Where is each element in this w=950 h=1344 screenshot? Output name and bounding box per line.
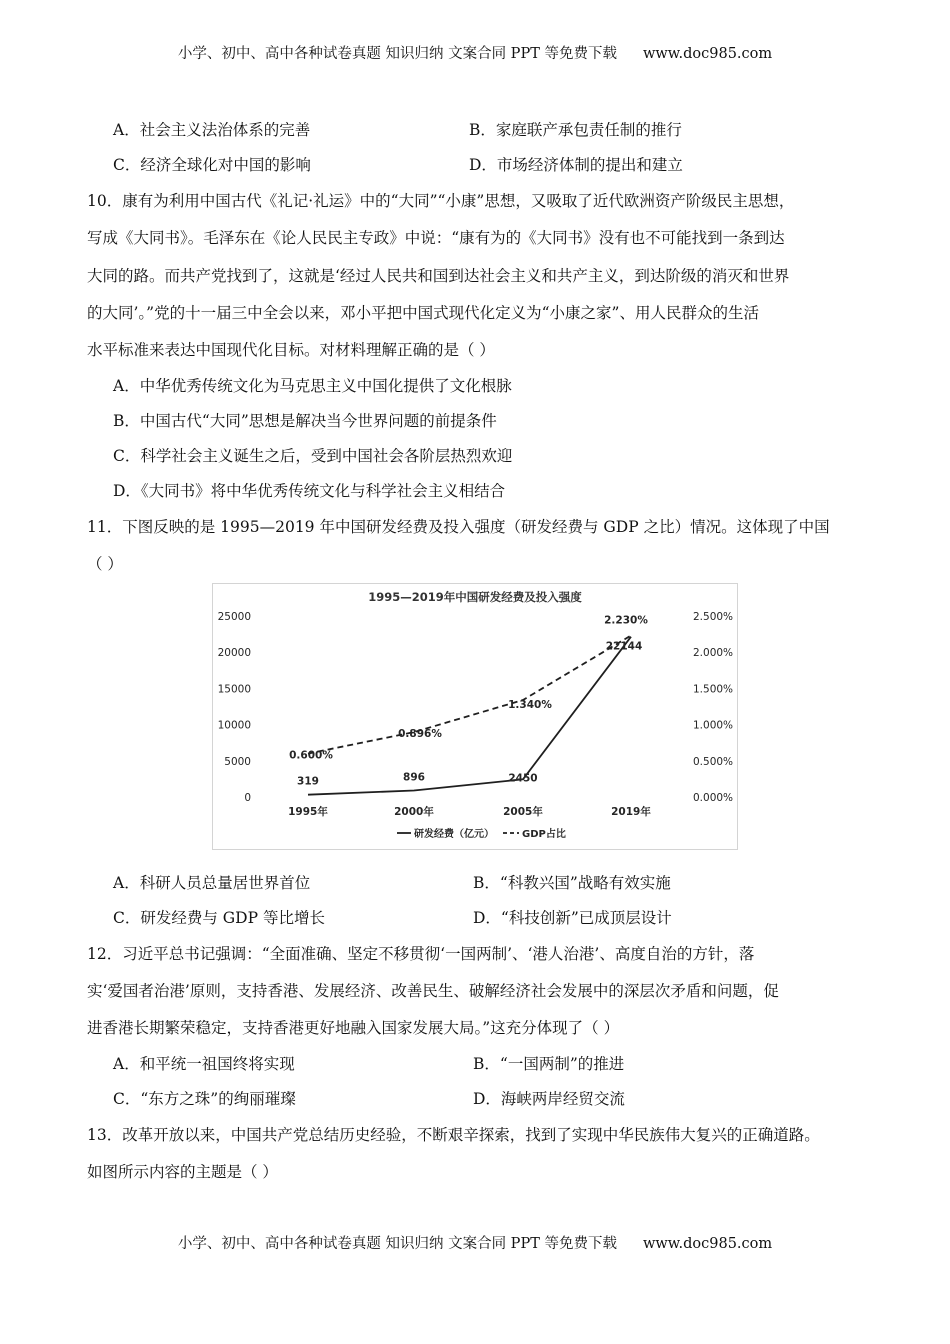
page-header: [0, 42, 950, 63]
q10-option-a[interactable]: A．中华优秀传统文化为马克思主义中国化提供了文化根脉: [113, 377, 512, 395]
q12-stem-line: 实‘爱国者治港’原则，支持香港、发展经济、改善民生、破解经济社会发展中的深层次矛盾和问题，促: [87, 982, 779, 1000]
q10-option-d[interactable]: D．《大同书》将中华优秀传统文化与科学社会主义相结合: [113, 482, 506, 500]
q12-option-c[interactable]: C．“东方之珠”的绚丽璀璨: [113, 1090, 296, 1108]
q10-stem-line: 10．康有为利用中国古代《礼记·礼运》中的“大同”“小康”思想，又吸取了近代欧洲资产阶级民主思想，: [87, 192, 795, 210]
y-right-tick-label: 1.500%: [693, 683, 734, 696]
x-tick-label: 2000年: [394, 806, 434, 818]
header-text: 小学、初中、高中各种试卷真题 知识归纳 文案合同 PPT 等免费下载: [177, 46, 617, 62]
y-left-tick-label: 5000: [224, 755, 251, 768]
q10-stem-line: 写成《大同书》。毛泽东在《论人民民主专政》中说：“康有为的《大同书》没有也不可能找到一条到达: [87, 229, 785, 247]
rd-chart: [212, 583, 738, 850]
chart-title: 1995—2019年中国研发经费及投入强度: [368, 590, 582, 604]
data-label-rd: 2450: [508, 772, 538, 785]
q12-stem-line: 12．习近平总书记强调：“全面准确、坚定不移贯彻‘一国两制’、‘港人治港’、高度自治的方针，落: [87, 945, 755, 963]
q10-stem-line: 大同的路。而共产党找到了，这就是‘经过人民共和国到达社会主义和共产主义，到达阶级的消灭和世界: [87, 267, 790, 285]
q9-option-d[interactable]: D．市场经济体制的提出和建立: [469, 156, 683, 174]
y-right-tick-label: 2.000%: [693, 647, 734, 660]
q13-stem-line: 13．改革开放以来，中国共产党总结历史经验，不断艰辛探索，找到了实现中华民族伟大复兴的正确道路。: [87, 1126, 820, 1144]
q10-stem-line: 水平标准来表达中国现代化目标。对材料理解正确的是（ ）: [87, 341, 495, 359]
q10-option-c[interactable]: C．科学社会主义诞生之后，受到中国社会各阶层热烈欢迎: [113, 447, 513, 465]
data-label-gdp: 0.600%: [289, 749, 333, 762]
q10-option-b[interactable]: B．中国古代“大同”思想是解决当今世界问题的前提条件: [113, 412, 497, 430]
header-url[interactable]: www.doc985.com: [642, 46, 773, 62]
page-footer: [0, 1232, 950, 1253]
q11-option-b[interactable]: B．“科教兴国”战略有效实施: [473, 874, 671, 892]
q11-option-d[interactable]: D．“科技创新”已成顶层设计: [473, 909, 672, 927]
data-label-rd: 22144: [605, 640, 643, 653]
y-right-tick-label: 1.000%: [693, 719, 734, 732]
y-left-tick-label: 25000: [217, 611, 251, 623]
data-label-gdp: 1.340%: [508, 698, 552, 711]
y-right-tick-label: 2.500%: [693, 611, 734, 623]
q9-option-c[interactable]: C．经济全球化对中国的影响: [113, 156, 311, 174]
q9-option-b[interactable]: B．家庭联产承包责任制的推行: [469, 121, 682, 139]
q11-option-a[interactable]: A．科研人员总量居世界首位: [113, 874, 311, 892]
y-left-tick-label: 20000: [217, 647, 251, 660]
data-label-gdp: 0.896%: [398, 728, 442, 741]
q10-stem-line: 的大同’。”党的十一届三中全会以来，邓小平把中国式现代化定义为“小康之家”、用人民群众的生活: [87, 304, 759, 322]
q11-option-c[interactable]: C．研发经费与 GDP 等比增长: [113, 909, 325, 927]
y-left-tick-label: 0: [244, 792, 251, 804]
q9-option-a[interactable]: A．社会主义法治体系的完善: [113, 121, 311, 139]
y-left-tick-label: 10000: [217, 719, 251, 732]
data-label-gdp: 2.230%: [604, 614, 648, 627]
q13-stem-line: 如图所示内容的主题是（ ）: [87, 1163, 278, 1181]
legend-label-gdp: GDP占比: [522, 829, 566, 840]
q11-stem-line: （ ）: [87, 555, 123, 573]
footer-text: 小学、初中、高中各种试卷真题 知识归纳 文案合同 PPT 等免费下载: [177, 1236, 617, 1252]
data-label-rd: 896: [403, 771, 425, 784]
legend-label-rd: 研发经费（亿元）: [414, 829, 494, 840]
q12-option-a[interactable]: A．和平统一祖国终将实现: [113, 1055, 295, 1073]
q12-stem-line: 进香港长期繁荣稳定，支持香港更好地融入国家发展大局。”这充分体现了（ ）: [87, 1019, 620, 1037]
x-tick-label: 1995年: [288, 806, 328, 818]
series-line-gdp-ratio: [308, 636, 631, 754]
data-label-rd: 319: [297, 775, 319, 788]
q11-stem-line: 11．下图反映的是 1995—2019 年中国研发经费及投入强度（研发经费与 GDP 之比）情况。这体现了中国: [87, 518, 830, 536]
rd-chart-svg: [213, 584, 737, 849]
y-right-tick-label: 0.000%: [693, 792, 734, 804]
q12-option-b[interactable]: B．“一国两制”的推进: [473, 1055, 625, 1073]
q12-option-d[interactable]: D．海峡两岸经贸交流: [473, 1090, 625, 1108]
y-left-tick-label: 15000: [217, 683, 251, 696]
x-tick-label: 2019年: [611, 806, 651, 818]
x-tick-label: 2005年: [503, 806, 543, 818]
footer-url[interactable]: www.doc985.com: [642, 1236, 773, 1252]
series-line-rd-expenditure: [308, 637, 631, 795]
y-right-tick-label: 0.500%: [693, 755, 734, 768]
